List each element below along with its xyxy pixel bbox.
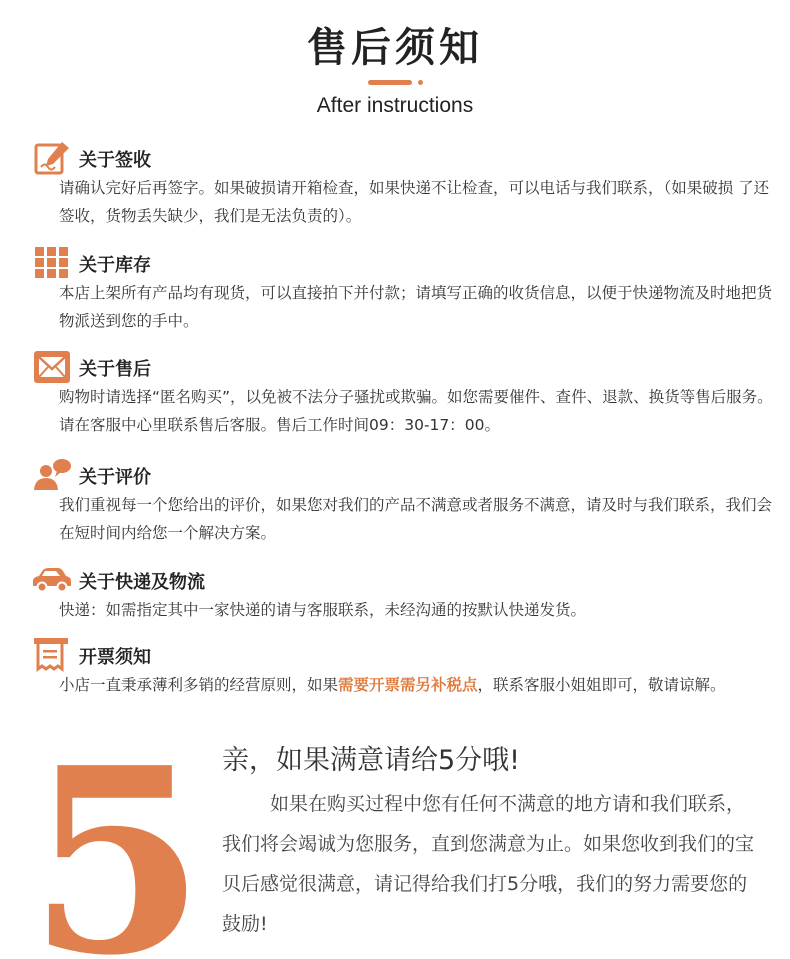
section-invoice	[30, 637, 770, 699]
user-chat-icon	[32, 457, 72, 493]
section-reviews	[30, 457, 773, 547]
car-icon	[32, 562, 72, 598]
section-title: 关于售后	[79, 359, 151, 380]
section-stock	[30, 245, 773, 335]
section-title: 开票须知	[79, 647, 151, 668]
grid-icon	[32, 245, 72, 281]
big-number-five: 5	[28, 713, 206, 959]
closing-body: 如果在购买过程中您有任何不满意的地方请和我们联系，我们将会竭诚为您服务，直到您满意为止。如果您收到我们的宝贝后感觉很满意，请记得给我们打5分哦，我们的努力需要您的鼓励!	[222, 793, 755, 935]
envelope-icon	[32, 349, 72, 385]
page-title: 售后须知	[307, 25, 483, 71]
section-title: 关于快递及物流	[79, 572, 205, 593]
signature-pen-icon	[32, 140, 72, 176]
page-subtitle: After instructions	[316, 94, 474, 117]
invoice-highlight: 需要开票需另补税点	[338, 676, 478, 694]
divider-bar	[368, 80, 412, 85]
section-title: 关于库存	[79, 255, 151, 276]
section-body: 快递：如需指定其中一家快递的请与客服联系，未经沟通的按默认快递发货。	[59, 601, 587, 619]
section-body: 请确认完好后再签字。如果破损请开箱检查，如果快递不让检查，可以电话与我们联系，（如果破损 了还签收，货物丢失缺少，我们是无法负责的）。	[59, 179, 770, 225]
divider-dot	[418, 80, 423, 85]
section-body: 购物时请选择“匿名购买”，以免被不法分子骚扰或欺骗。如您需要催件、查件、退款、换货等售后服务。请在客服中心里联系售后客服。售后工作时间09：30-17：00。	[59, 388, 773, 434]
section-body	[59, 671, 779, 699]
closing-title: 亲，如果满意请给5分哦!	[222, 745, 521, 776]
invoice-text-after: ，联系客服小姐姐即可，敬请谅解。	[477, 676, 726, 694]
section-delivery	[30, 562, 770, 624]
invoice-text-before: 小店一直秉承薄利多销的经营原则，如果	[59, 676, 339, 694]
section-title: 关于签收	[79, 150, 151, 171]
section-body: 我们重视每一个您给出的评价，如果您对我们的产品不满意或者服务不满意，请及时与我们联系，我们会在短时间内给您一个解决方案。	[59, 496, 773, 542]
invoice-icon	[32, 637, 72, 673]
section-title: 关于评价	[79, 467, 151, 488]
section-signing	[30, 140, 770, 230]
section-body: 本店上架所有产品均有现货，可以直接拍下并付款；请填写正确的收货信息，以便于快递物流及时地把货物派送到您的手中。	[59, 284, 773, 330]
section-after-sales	[30, 349, 773, 439]
